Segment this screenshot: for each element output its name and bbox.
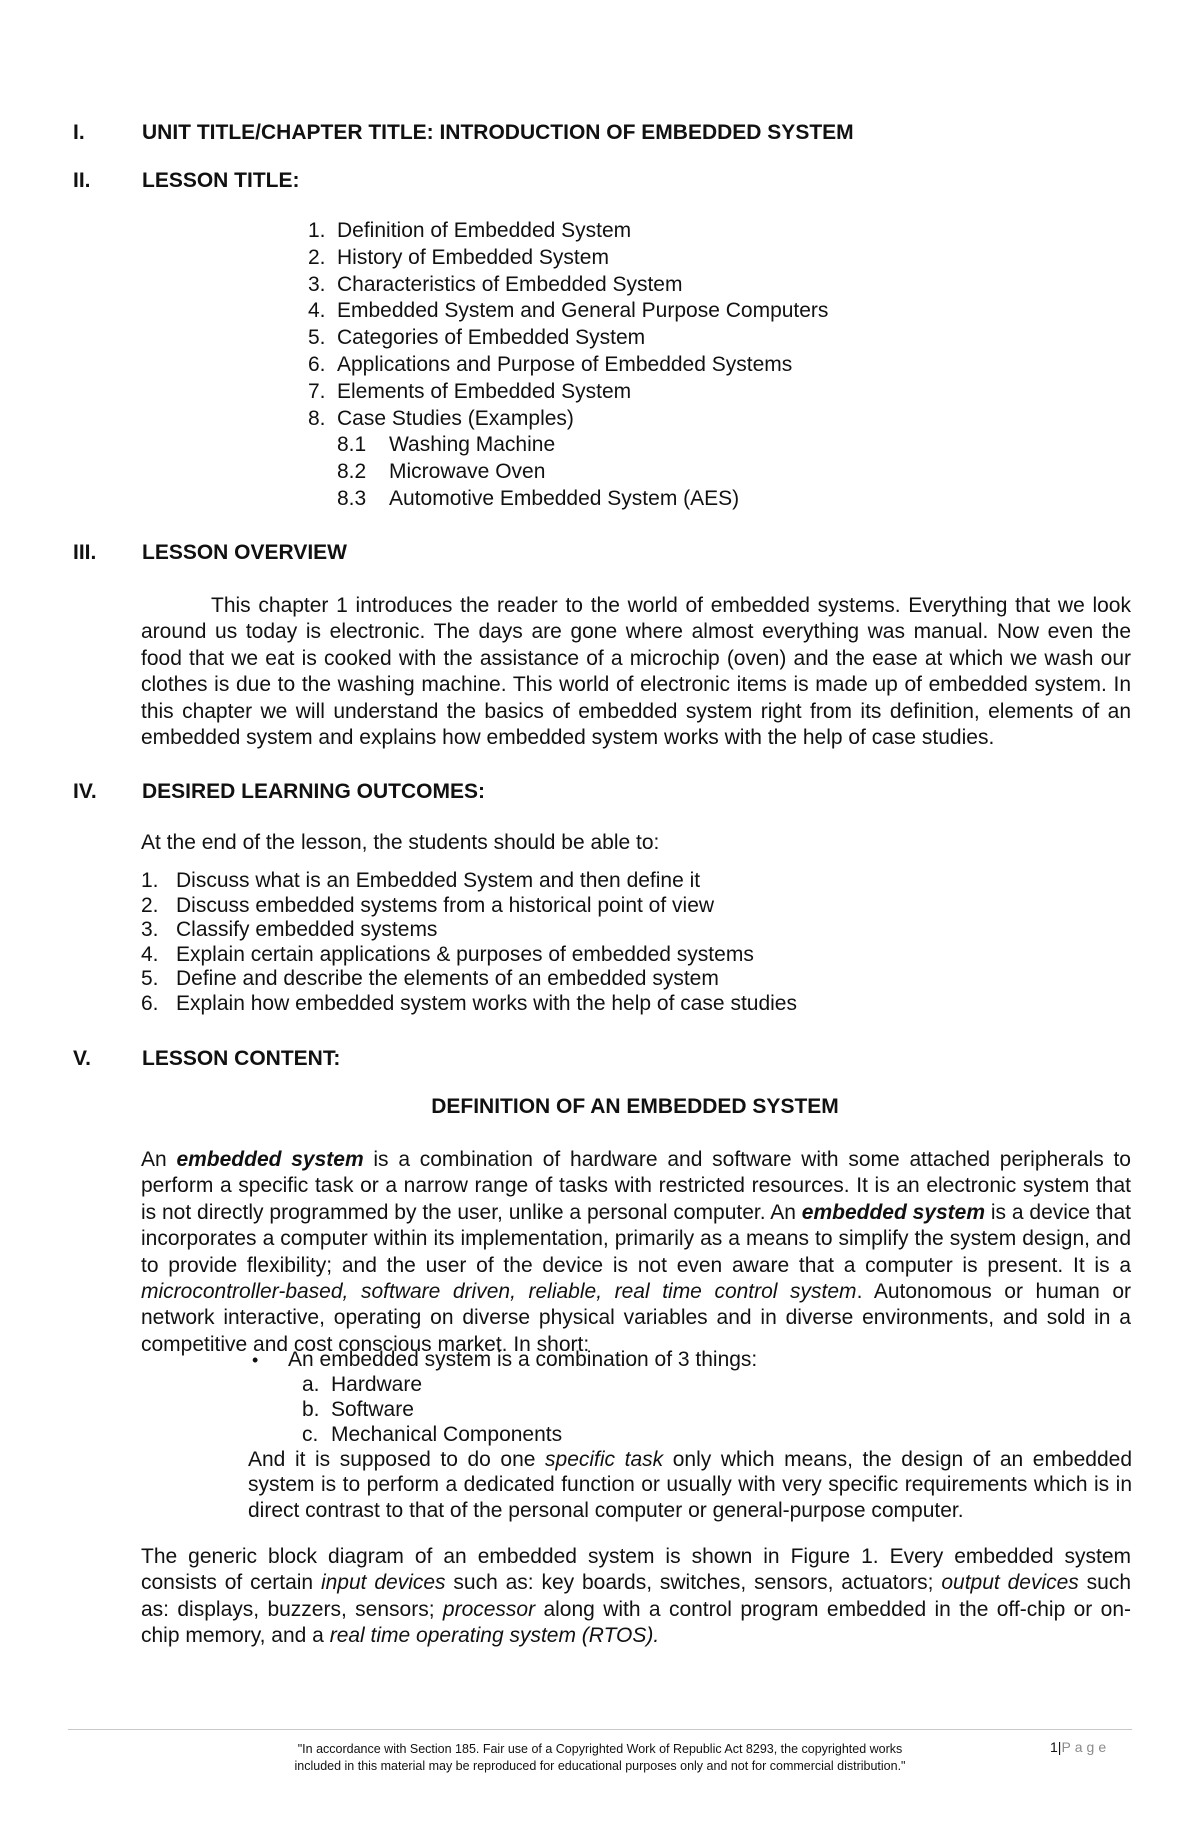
list-item: 5. Define and describe the elements of an embedded system [141,967,719,990]
outcomes-intro: At the end of the lesson, the students should be able to: [141,831,660,854]
bullet-item: • An embedded system is a combination of 3 things: [252,1348,758,1371]
list-item: a. Hardware [302,1373,423,1396]
lesson-title-heading: LESSON TITLE: [142,169,300,192]
copyright-notice: "In accordance with Section 185. Fair use of a Copyrighted Work of Republic Act 8293, the copyrighted works included in this material may be reproduced for educational purposes only and not for commercial distribution." [294,1742,906,1773]
list-item: 8. Case Studies (Examples) [308,406,574,430]
lesson-title-list [308,218,828,513]
definition-paragraph: An embedded system is a combination of hardware and software with some attached peripherals to perform a specific task or a narrow range of tasks with restricted resources. It is an electronic system that is not directly programmed by the user, unlike a personal computer. An embedded system is a device that incorporates a computer within its implementation, primarily as a means to simplify the system design, and to provide flexibility; and the user of the device is not even aware that a computer is present. It is a microcontroller-based, software driven, reliable, real time control system. Autonomous or human or network interactive, operating on diverse physical variables and in diverse environments, and sold in a competitive and cost conscious market. In short: [141,1148,1132,1356]
outcomes-list [141,869,797,1016]
list-item: 4. Embedded System and General Purpose Computers [308,299,829,323]
footer-divider [68,1729,1132,1730]
lesson-content-heading: LESSON CONTENT: [142,1047,341,1070]
list-item: 1. Discuss what is an Embedded System and then define it [141,869,701,892]
list-item: 6. Applications and Purpose of Embedded Systems [308,352,793,376]
page-number: 1|Page [1050,1739,1111,1755]
list-item: c. Mechanical Components [302,1422,563,1446]
list-item: 7. Elements of Embedded System [308,379,632,403]
section-number: III. [73,541,97,564]
sub-list-item: 8.2 Microwave Oven [337,460,546,484]
specific-task-paragraph: And it is supposed to do one specific task only which means, the design of an embedded system is to perform a dedicated function or usually with very specific requirements which is in direct contrast to that of the personal computer or general-purpose computer. [248,1448,1133,1522]
list-item: 3. Characteristics of Embedded System [308,272,683,296]
section-number: II. [73,169,91,192]
list-item: 3. Classify embedded systems [141,918,438,941]
list-item: 6. Explain how embedded system works with the help of case studies [141,991,797,1015]
sub-list-item: 8.3 Automotive Embedded System (AES) [337,486,740,510]
block-diagram-paragraph: The generic block diagram of an embedded system is shown in Figure 1. Every embedded system consists of certain input devices such as: key boards, switches, sensors, actuators; output devices such as: displays, buzzers, sensors; processor along with a control program embedded in the off-chip or on-chip memory, and a real time operating system (RTOS). [141,1545,1132,1648]
sub-list-item: 8.1 Washing Machine [337,433,556,457]
list-item: 5. Categories of Embedded System [308,326,646,350]
section-number: V. [73,1047,91,1070]
section-number: IV. [73,780,97,803]
unit-title: UNIT TITLE/CHAPTER TITLE: INTRODUCTION OF EMBEDDED SYSTEM [142,121,854,144]
overview-paragraph: This chapter 1 introduces the reader to the world of embedded systems. Everything that we look around us today is electronic. The days are gone where almost everything was manual. Now even the food that we eat is cooked with the assistance of a microchip (oven) and the ease at which we wash our clothes is due to the washing machine. This world of electronic items is made up of embedded system. In this chapter we will understand the basics of embedded system right from its definition, elements of an embedded system and explains how embedded system works with the help of case studies. [141,594,1131,750]
list-item: b. Software [302,1397,414,1421]
section-number: I. [73,121,85,144]
lesson-overview-heading: LESSON OVERVIEW [142,541,347,564]
definition-heading: DEFINITION OF AN EMBEDDED SYSTEM [431,1095,839,1118]
components-list [302,1373,562,1447]
list-item: 2. Discuss embedded systems from a historical point of view [141,893,715,917]
list-item: 2. History of Embedded System [308,245,609,269]
list-item: 1. Definition of Embedded System [308,219,632,242]
learning-outcomes-heading: DESIRED LEARNING OUTCOMES: [142,780,486,803]
list-item: 4. Explain certain applications & purposes of embedded systems [141,942,754,966]
